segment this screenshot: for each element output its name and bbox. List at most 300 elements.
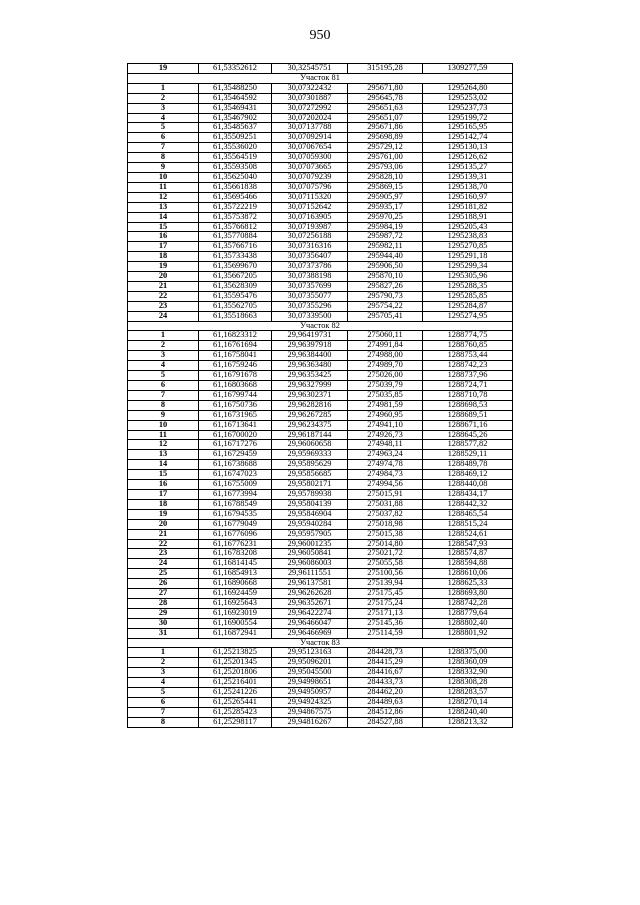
x-coordinate-cell: 295651,63 (348, 103, 423, 113)
x-coordinate-cell: 275039,79 (348, 381, 423, 391)
latitude-cell: 61,16761694 (199, 341, 272, 351)
table-row (128, 707, 513, 717)
point-number-cell: 29 (128, 608, 199, 618)
x-coordinate-cell: 275015,38 (348, 529, 423, 539)
point-number-cell: 8 (128, 717, 199, 727)
table-row (128, 519, 513, 529)
latitude-cell: 61,35464592 (199, 93, 272, 103)
x-coordinate-cell: 295870,10 (348, 272, 423, 282)
section-header-row (128, 73, 513, 83)
longitude-cell: 30,07388198 (272, 272, 348, 282)
section-title: Участок 82 (128, 321, 513, 331)
table-row (128, 549, 513, 559)
longitude-cell: 29,95957905 (272, 529, 348, 539)
x-coordinate-cell: 284489,63 (348, 698, 423, 708)
table-row (128, 529, 513, 539)
x-coordinate-cell: 295790,73 (348, 291, 423, 301)
latitude-cell: 61,16872941 (199, 628, 272, 638)
point-number-cell: 19 (128, 509, 199, 519)
x-coordinate-cell: 275100,56 (348, 569, 423, 579)
table-row (128, 470, 513, 480)
latitude-cell: 61,16890668 (199, 579, 272, 589)
x-coordinate-cell: 274989,70 (348, 361, 423, 371)
longitude-cell: 30,07373786 (272, 262, 348, 272)
longitude-cell: 29,96466969 (272, 628, 348, 638)
point-number-cell: 7 (128, 390, 199, 400)
point-number-cell: 1 (128, 648, 199, 658)
point-number-cell: 18 (128, 252, 199, 262)
table-row (128, 499, 513, 509)
longitude-cell: 29,95802171 (272, 480, 348, 490)
latitude-cell: 61,16738688 (199, 460, 272, 470)
latitude-cell: 61,35593508 (199, 163, 272, 173)
longitude-cell: 29,95123163 (272, 648, 348, 658)
x-coordinate-cell: 295869,15 (348, 182, 423, 192)
x-coordinate-cell: 295754,22 (348, 301, 423, 311)
y-coordinate-cell: 1288270,14 (423, 698, 513, 708)
y-coordinate-cell: 1295274,95 (423, 311, 513, 321)
point-number-cell: 12 (128, 440, 199, 450)
y-coordinate-cell: 1288645,26 (423, 430, 513, 440)
latitude-cell: 61,16854913 (199, 569, 272, 579)
y-coordinate-cell: 1288283,57 (423, 688, 513, 698)
point-number-cell: 7 (128, 143, 199, 153)
longitude-cell: 29,95895629 (272, 460, 348, 470)
table-row (128, 222, 513, 232)
x-coordinate-cell: 275015,91 (348, 489, 423, 499)
point-number-cell: 22 (128, 539, 199, 549)
y-coordinate-cell: 1295126,62 (423, 153, 513, 163)
point-number-cell: 24 (128, 559, 199, 569)
point-number-cell: 21 (128, 529, 199, 539)
y-coordinate-cell: 1288574,87 (423, 549, 513, 559)
point-number-cell: 5 (128, 123, 199, 133)
latitude-cell: 61,16776231 (199, 539, 272, 549)
point-number-cell: 3 (128, 103, 199, 113)
y-coordinate-cell: 1295199,72 (423, 113, 513, 123)
point-number-cell: 13 (128, 450, 199, 460)
y-coordinate-cell: 1288360,09 (423, 658, 513, 668)
y-coordinate-cell: 1288529,11 (423, 450, 513, 460)
x-coordinate-cell: 274948,11 (348, 440, 423, 450)
latitude-cell: 61,35722219 (199, 202, 272, 212)
table-row (128, 93, 513, 103)
latitude-cell: 61,35753872 (199, 212, 272, 222)
point-number-cell: 20 (128, 519, 199, 529)
table-row (128, 400, 513, 410)
y-coordinate-cell: 1288465,54 (423, 509, 513, 519)
y-coordinate-cell: 1295205,43 (423, 222, 513, 232)
longitude-cell: 29,96050841 (272, 549, 348, 559)
longitude-cell: 30,07357699 (272, 281, 348, 291)
y-coordinate-cell: 1288698,53 (423, 400, 513, 410)
longitude-cell: 30,07322432 (272, 83, 348, 93)
table-row (128, 341, 513, 351)
table-row (128, 648, 513, 658)
point-number-cell: 31 (128, 628, 199, 638)
table-row (128, 450, 513, 460)
table-row (128, 410, 513, 420)
longitude-cell: 30,07316316 (272, 242, 348, 252)
y-coordinate-cell: 1288577,82 (423, 440, 513, 450)
y-coordinate-cell: 1295284,87 (423, 301, 513, 311)
x-coordinate-cell: 295984,19 (348, 222, 423, 232)
point-number-cell: 2 (128, 341, 199, 351)
longitude-cell: 29,94950957 (272, 688, 348, 698)
table-row (128, 163, 513, 173)
latitude-cell: 61,16750736 (199, 400, 272, 410)
latitude-cell: 61,25213825 (199, 648, 272, 658)
latitude-cell: 61,25298117 (199, 717, 272, 727)
point-number-cell: 6 (128, 133, 199, 143)
table-row (128, 539, 513, 549)
point-number-cell: 2 (128, 658, 199, 668)
longitude-cell: 29,96466047 (272, 618, 348, 628)
x-coordinate-cell: 274960,95 (348, 410, 423, 420)
longitude-cell: 30,07067654 (272, 143, 348, 153)
longitude-cell: 29,96282816 (272, 400, 348, 410)
table-row (128, 381, 513, 391)
table-row (128, 262, 513, 272)
y-coordinate-cell: 1295160,97 (423, 192, 513, 202)
table-row (128, 281, 513, 291)
section-title: Участок 83 (128, 638, 513, 648)
x-coordinate-cell: 274974,78 (348, 460, 423, 470)
y-coordinate-cell: 1288515,24 (423, 519, 513, 529)
point-number-cell: 21 (128, 281, 199, 291)
latitude-cell: 61,16758041 (199, 351, 272, 361)
longitude-cell: 29,95096201 (272, 658, 348, 668)
longitude-cell: 29,96187144 (272, 430, 348, 440)
point-number-cell: 1 (128, 83, 199, 93)
longitude-cell: 29,96327999 (272, 381, 348, 391)
longitude-cell: 30,07115320 (272, 192, 348, 202)
table-row (128, 311, 513, 321)
point-number-cell: 4 (128, 113, 199, 123)
latitude-cell: 61,16924459 (199, 589, 272, 599)
y-coordinate-cell: 1288742,28 (423, 598, 513, 608)
point-number-cell: 14 (128, 212, 199, 222)
latitude-cell: 61,35766812 (199, 222, 272, 232)
y-coordinate-cell: 1295135,27 (423, 163, 513, 173)
x-coordinate-cell: 284433,73 (348, 678, 423, 688)
longitude-cell: 29,95969333 (272, 450, 348, 460)
point-number-cell: 13 (128, 202, 199, 212)
point-number-cell: 25 (128, 569, 199, 579)
point-number-cell: 15 (128, 222, 199, 232)
latitude-cell: 61,35661838 (199, 182, 272, 192)
table-row (128, 202, 513, 212)
table-row (128, 569, 513, 579)
x-coordinate-cell: 295761,00 (348, 153, 423, 163)
longitude-cell: 30,07152642 (272, 202, 348, 212)
point-number-cell: 19 (128, 64, 199, 74)
y-coordinate-cell: 1288610,06 (423, 569, 513, 579)
point-number-cell: 7 (128, 707, 199, 717)
longitude-cell: 29,94998651 (272, 678, 348, 688)
y-coordinate-cell: 1288724,71 (423, 381, 513, 391)
latitude-cell: 61,35699670 (199, 262, 272, 272)
longitude-cell: 30,07092914 (272, 133, 348, 143)
x-coordinate-cell: 274988,00 (348, 351, 423, 361)
longitude-cell: 29,96262628 (272, 589, 348, 599)
table-row (128, 668, 513, 678)
section-header-row (128, 638, 513, 648)
x-coordinate-cell: 295705,41 (348, 311, 423, 321)
table-row (128, 172, 513, 182)
longitude-cell: 30,32545751 (272, 64, 348, 74)
point-number-cell: 19 (128, 262, 199, 272)
y-coordinate-cell: 1295299,34 (423, 262, 513, 272)
longitude-cell: 29,96353425 (272, 371, 348, 381)
table-row (128, 717, 513, 727)
latitude-cell: 61,16731965 (199, 410, 272, 420)
y-coordinate-cell: 1288802,40 (423, 618, 513, 628)
longitude-cell: 30,07202024 (272, 113, 348, 123)
latitude-cell: 61,35695466 (199, 192, 272, 202)
longitude-cell: 29,95856685 (272, 470, 348, 480)
latitude-cell: 61,25241226 (199, 688, 272, 698)
table-row (128, 83, 513, 93)
section-title: Участок 81 (128, 73, 513, 83)
latitude-cell: 61,25201806 (199, 668, 272, 678)
table-row (128, 192, 513, 202)
y-coordinate-cell: 1295142,74 (423, 133, 513, 143)
table-row (128, 480, 513, 490)
table-row (128, 64, 513, 74)
longitude-cell: 30,07163905 (272, 212, 348, 222)
longitude-cell: 29,96397918 (272, 341, 348, 351)
y-coordinate-cell: 1288442,32 (423, 499, 513, 509)
point-number-cell: 10 (128, 172, 199, 182)
table-row (128, 113, 513, 123)
x-coordinate-cell: 275031,88 (348, 499, 423, 509)
latitude-cell: 61,16823312 (199, 331, 272, 341)
point-number-cell: 18 (128, 499, 199, 509)
coordinates-table (127, 63, 513, 728)
latitude-cell: 61,35518663 (199, 311, 272, 321)
point-number-cell: 6 (128, 381, 199, 391)
latitude-cell: 61,35536020 (199, 143, 272, 153)
x-coordinate-cell: 284415,29 (348, 658, 423, 668)
y-coordinate-cell: 1295305,96 (423, 272, 513, 282)
table-row (128, 430, 513, 440)
latitude-cell: 61,35628309 (199, 281, 272, 291)
x-coordinate-cell: 284416,67 (348, 668, 423, 678)
x-coordinate-cell: 274994,56 (348, 480, 423, 490)
longitude-cell: 29,96060658 (272, 440, 348, 450)
x-coordinate-cell: 284512,86 (348, 707, 423, 717)
x-coordinate-cell: 275055,58 (348, 559, 423, 569)
y-coordinate-cell: 1288693,80 (423, 589, 513, 599)
y-coordinate-cell: 1288774,75 (423, 331, 513, 341)
point-number-cell: 16 (128, 232, 199, 242)
longitude-cell: 29,96419731 (272, 331, 348, 341)
table-row (128, 242, 513, 252)
point-number-cell: 22 (128, 291, 199, 301)
coordinates-table-body (128, 64, 513, 728)
longitude-cell: 29,96111551 (272, 569, 348, 579)
point-number-cell: 3 (128, 351, 199, 361)
page-number: 950 (309, 28, 331, 43)
x-coordinate-cell: 275026,00 (348, 371, 423, 381)
latitude-cell: 61,53352612 (199, 64, 272, 74)
point-number-cell: 1 (128, 331, 199, 341)
y-coordinate-cell: 1288547,93 (423, 539, 513, 549)
longitude-cell: 29,96137581 (272, 579, 348, 589)
y-coordinate-cell: 1295253,02 (423, 93, 513, 103)
table-row (128, 252, 513, 262)
x-coordinate-cell: 295987,72 (348, 232, 423, 242)
table-row (128, 291, 513, 301)
x-coordinate-cell: 274991,84 (348, 341, 423, 351)
longitude-cell: 30,07356407 (272, 252, 348, 262)
latitude-cell: 61,25216401 (199, 678, 272, 688)
table-row (128, 608, 513, 618)
latitude-cell: 61,35509251 (199, 133, 272, 143)
longitude-cell: 29,96001235 (272, 539, 348, 549)
latitude-cell: 61,35625040 (199, 172, 272, 182)
table-row (128, 153, 513, 163)
table-row (128, 440, 513, 450)
table-row (128, 103, 513, 113)
table-row (128, 678, 513, 688)
point-number-cell: 24 (128, 311, 199, 321)
x-coordinate-cell: 275171,13 (348, 608, 423, 618)
x-coordinate-cell: 275021,72 (348, 549, 423, 559)
point-number-cell: 4 (128, 361, 199, 371)
point-number-cell: 17 (128, 489, 199, 499)
x-coordinate-cell: 274963,24 (348, 450, 423, 460)
y-coordinate-cell: 1288440,08 (423, 480, 513, 490)
point-number-cell: 4 (128, 678, 199, 688)
y-coordinate-cell: 1295165,95 (423, 123, 513, 133)
y-coordinate-cell: 1288671,16 (423, 420, 513, 430)
y-coordinate-cell: 1295237,73 (423, 103, 513, 113)
latitude-cell: 61,16713641 (199, 420, 272, 430)
x-coordinate-cell: 275175,45 (348, 589, 423, 599)
point-number-cell: 5 (128, 688, 199, 698)
table-row (128, 579, 513, 589)
longitude-cell: 29,96363480 (272, 361, 348, 371)
table-row (128, 618, 513, 628)
y-coordinate-cell: 1288779,64 (423, 608, 513, 618)
y-coordinate-cell: 1288524,61 (423, 529, 513, 539)
longitude-cell: 30,07256188 (272, 232, 348, 242)
latitude-cell: 61,25265441 (199, 698, 272, 708)
y-coordinate-cell: 1288489,78 (423, 460, 513, 470)
y-coordinate-cell: 1288240,40 (423, 707, 513, 717)
longitude-cell: 30,07075796 (272, 182, 348, 192)
table-row (128, 182, 513, 192)
latitude-cell: 61,16700020 (199, 430, 272, 440)
x-coordinate-cell: 275035,85 (348, 390, 423, 400)
table-row (128, 559, 513, 569)
latitude-cell: 61,35562705 (199, 301, 272, 311)
x-coordinate-cell: 274981,59 (348, 400, 423, 410)
latitude-cell: 61,35766716 (199, 242, 272, 252)
longitude-cell: 30,07272992 (272, 103, 348, 113)
latitude-cell: 61,16759246 (199, 361, 272, 371)
point-number-cell: 2 (128, 93, 199, 103)
x-coordinate-cell: 295698,89 (348, 133, 423, 143)
point-number-cell: 28 (128, 598, 199, 608)
latitude-cell: 61,16779049 (199, 519, 272, 529)
x-coordinate-cell: 284428,73 (348, 648, 423, 658)
point-number-cell: 9 (128, 410, 199, 420)
y-coordinate-cell: 1288689,51 (423, 410, 513, 420)
latitude-cell: 61,16788549 (199, 499, 272, 509)
y-coordinate-cell: 1288375,00 (423, 648, 513, 658)
point-number-cell: 23 (128, 301, 199, 311)
table-row (128, 390, 513, 400)
latitude-cell: 61,35770884 (199, 232, 272, 242)
latitude-cell: 61,16794535 (199, 509, 272, 519)
table-row (128, 509, 513, 519)
x-coordinate-cell: 275060,11 (348, 331, 423, 341)
longitude-cell: 29,94924325 (272, 698, 348, 708)
table-row (128, 489, 513, 499)
table-row (128, 460, 513, 470)
y-coordinate-cell: 1295130,13 (423, 143, 513, 153)
table-row (128, 301, 513, 311)
x-coordinate-cell: 295671,80 (348, 83, 423, 93)
x-coordinate-cell: 295982,11 (348, 242, 423, 252)
point-number-cell: 16 (128, 480, 199, 490)
latitude-cell: 61,35733438 (199, 252, 272, 262)
longitude-cell: 29,96234375 (272, 420, 348, 430)
point-number-cell: 15 (128, 470, 199, 480)
longitude-cell: 29,96422274 (272, 608, 348, 618)
table-row (128, 331, 513, 341)
longitude-cell: 29,96267285 (272, 410, 348, 420)
x-coordinate-cell: 274941,10 (348, 420, 423, 430)
point-number-cell: 10 (128, 420, 199, 430)
y-coordinate-cell: 1295188,91 (423, 212, 513, 222)
longitude-cell: 30,07073665 (272, 163, 348, 173)
y-coordinate-cell: 1295264,80 (423, 83, 513, 93)
x-coordinate-cell: 284462,20 (348, 688, 423, 698)
x-coordinate-cell: 275145,36 (348, 618, 423, 628)
longitude-cell: 30,07059300 (272, 153, 348, 163)
longitude-cell: 30,07137788 (272, 123, 348, 133)
y-coordinate-cell: 1295138,70 (423, 182, 513, 192)
table-row (128, 351, 513, 361)
longitude-cell: 29,96352671 (272, 598, 348, 608)
table-row (128, 272, 513, 282)
y-coordinate-cell: 1288625,33 (423, 579, 513, 589)
point-number-cell: 17 (128, 242, 199, 252)
longitude-cell: 29,95804139 (272, 499, 348, 509)
x-coordinate-cell: 295827,26 (348, 281, 423, 291)
latitude-cell: 61,25285423 (199, 707, 272, 717)
point-number-cell: 27 (128, 589, 199, 599)
y-coordinate-cell: 1288742,23 (423, 361, 513, 371)
latitude-cell: 61,16803668 (199, 381, 272, 391)
table-row (128, 212, 513, 222)
x-coordinate-cell: 275014,80 (348, 539, 423, 549)
point-number-cell: 11 (128, 182, 199, 192)
latitude-cell: 61,16923019 (199, 608, 272, 618)
point-number-cell: 26 (128, 579, 199, 589)
x-coordinate-cell: 295970,25 (348, 212, 423, 222)
y-coordinate-cell: 1295291,18 (423, 252, 513, 262)
longitude-cell: 30,07079239 (272, 172, 348, 182)
x-coordinate-cell: 295671,86 (348, 123, 423, 133)
longitude-cell: 29,95789938 (272, 489, 348, 499)
y-coordinate-cell: 1288737,96 (423, 371, 513, 381)
point-number-cell: 11 (128, 430, 199, 440)
